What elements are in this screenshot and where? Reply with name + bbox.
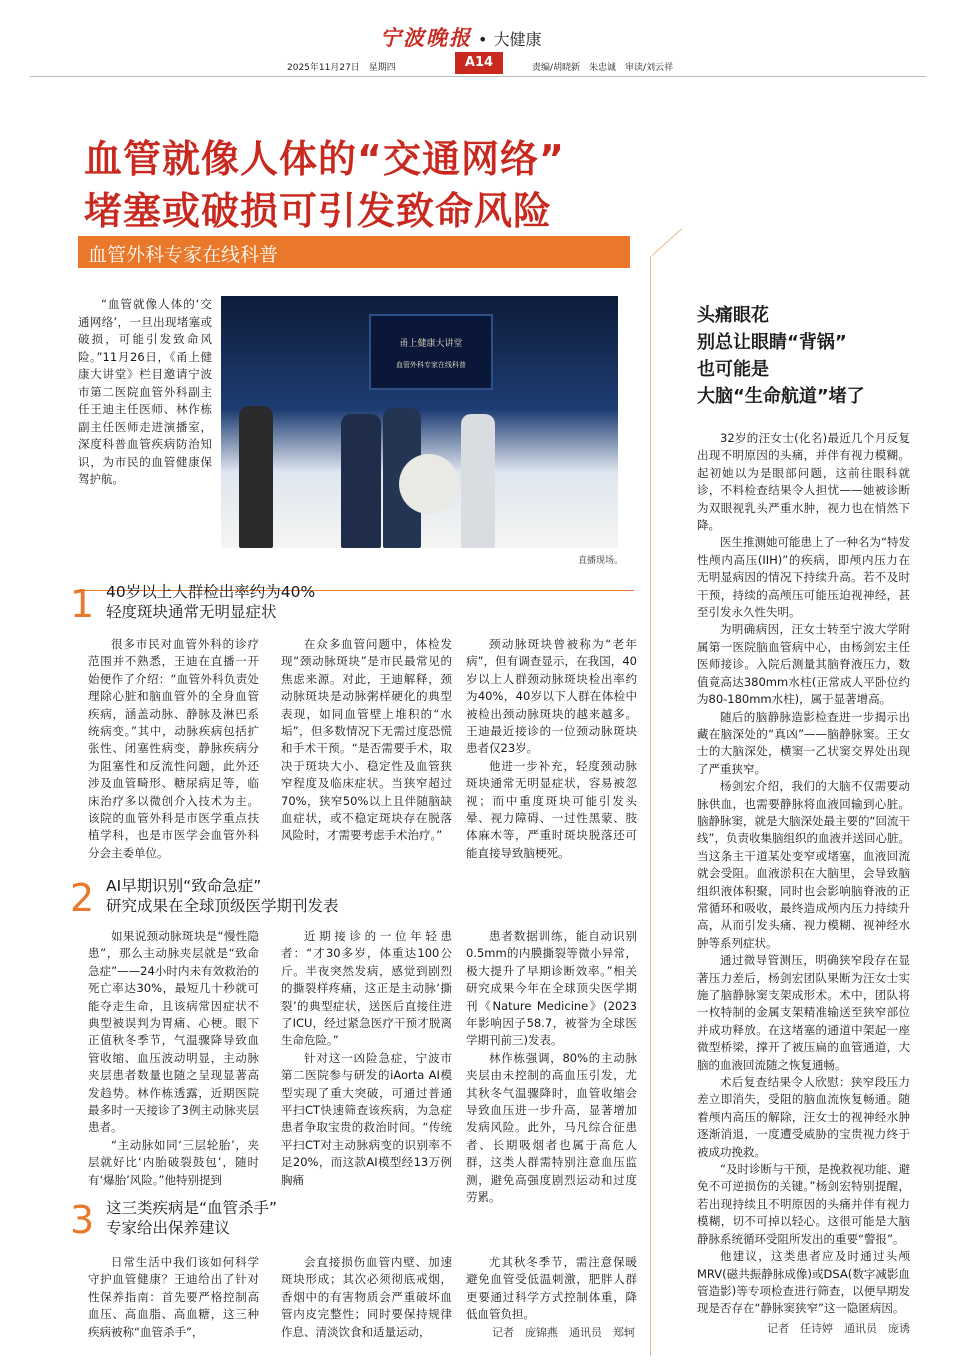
side-title-line2: 别总让眼睛“背锅” (697, 332, 847, 353)
s3c1-p: 日常生活中我们该如何科学守护血管健康？王迪给出了针对性保养指南：首先要严格控制高血压、高血脂、高血糖，这三种疾病被称“血管杀手”， (88, 1255, 259, 1339)
camera-shape (239, 406, 273, 548)
side-paragraph: 32岁的汪女士(化名)最近几个月反复出现不明原因的头痛，并伴有视力模糊。起初她以为是眼部问题，这前往眼科就诊，不料检查结果令人担忧——她被诊断为双眼视乳头严重水肿，视力也在悄然下降。 (697, 431, 910, 533)
column-paragraph: 近期接诊的一位年轻患者：“才30多岁，体重达100公斤。半夜突然发病，感觉到剧烈的撕裂样疼痛，这正是主动脉‘撕裂’的典型症状，送医后直接住进了ICU，经过紧急医疗干预才脱离生命危险。” (281, 929, 452, 1048)
section-3-col2 (281, 1254, 452, 1341)
section-3-col1 (88, 1254, 259, 1341)
side-paragraph: 为明确病因，汪女士转至宁波大学附属第一医院脑血管病中心，由杨剑宏主任医师接诊。入院后测量其脑脊液压力，数值竟高达380mm水柱(正常成人平卧位约为80-180mm水柱)，属于显著增高。 (697, 622, 910, 707)
host-figure (461, 414, 495, 548)
side-byline: 记者 任诗婷 通讯员 庞诱 (767, 1321, 910, 1335)
s3c2-p: 会直接损伤血管内壁、加速斑块形成；其次必须彻底戒烟，香烟中的有害物质会严重破坏血管内皮完整性；同时要保持规律作息、清淡饮食和适量运动， (281, 1255, 452, 1339)
studio-photo (221, 296, 618, 548)
side-paragraph: 术后复查结果令人欣慰：狭窄段压力差立即消失，受阻的脑血流恢复畅通。随着颅内高压的解除，汪女士的视神经水肿逐渐消退，一度遭受威胁的宝贵视力终于被成功挽救。 (697, 1075, 910, 1159)
side-paragraph: 随后的脑静脉造影检查进一步揭示出藏在脑深处的“真凶”——脑静脉窦。王女士的大脑深处，横窦一乙状窦交界处出现了严重狭窄。 (697, 709, 910, 776)
side-title-line1: 头痛眼花 (697, 305, 769, 326)
header-rule (30, 76, 926, 77)
section-2-number: 2 (70, 876, 95, 920)
page-number: A14 (455, 52, 503, 74)
column-paragraph: 林作栋强调，80%的主动脉夹层由未控制的高血压引发，尤其秋冬气温骤降时，血管收缩会导致血压进一步升高，显著增加发病风险。此外，马凡综合征患者、长期吸烟者也属于高危人群，这类人群需特别注意血压监测，避免高强度剧烈运动和过度劳累。 (466, 1050, 637, 1205)
column-paragraph: 患者数据训练，能自动识别0.5mm的内膜撕裂等微小异常，极大提升了早期诊断效率。”相关研究成果今年在全球顶尖医学期刊《Nature Medicine》(2023年影响因子58.7，被誉为全球医学期刊前三)发表。 (466, 929, 637, 1048)
right-column-corner (652, 228, 682, 256)
subtitle-bar (78, 236, 630, 268)
section-2-subtitle: 研究成果在全球顶级医学期刊发表 (106, 897, 339, 915)
s3c3-p: 尤其秋冬季节，需注意保暖避免血管受低温刺激，肥胖人群更要通过科学方式控制体重，降低血管负担。 (466, 1255, 637, 1322)
headline-line2: 堵塞或破损可引发致命风险 (84, 189, 553, 233)
photo-caption: 直播现场。 (578, 556, 624, 566)
studio-screen (369, 314, 493, 390)
side-paragraph: 杨剑宏介绍，我们的大脑不仅需要动脉供血，也需要静脉将血液回输到心脏。脑静脉窦，就是大脑深处最主要的“回流干线”，负责收集脑组织的血液并送回心脏。当这条主干道某处变窄或堵塞，血液回流就会受阻。血液淤积在大脑里，会导致脑组织液体积聚，同时也会影响脑脊液的正常循环和吸收，最终造成颅内压力持续升高，从而引发头痛、视力模糊、视神经水肿等系列症状。 (697, 779, 910, 950)
section-2-title: AI早期识别“致命急症” (106, 877, 262, 895)
s1c2-p: 在众多血管问题中，体检发现“颈动脉斑块”是市民最常见的焦虑来源。对此，王迪解释，颈动脉斑块是动脉粥样硬化的典型表现，如同血管壁上堆积的“水垢”，但多数情况下无需过度恐慌和手术干预。“是否需要手术，取决于斑块大小、稳定性及血管狭窄程度及临床症状。当狭窄超过70%，狭窄50%以上且伴随脑缺血症状，或不稳定斑块存在脱落风险时，才需要考虑手术治疗。” (281, 637, 452, 843)
section-2-col2 (281, 928, 452, 1189)
section-1-col1 (88, 636, 259, 862)
masthead (380, 22, 680, 56)
round-table (399, 454, 459, 514)
section-3-title: 这三类疾病是“血管杀手” (106, 1199, 278, 1217)
right-column-divider (650, 256, 651, 1356)
dateline: 2025年11月27日 星期四 (287, 63, 396, 73)
section-2-col1 (88, 928, 259, 1189)
separator-dot: • (478, 30, 488, 49)
side-paragraph: 他建议，这类患者应及时通过头颅MRV(磁共振静脉成像)或DSA(数字减影血管造影)等专项检查进行筛查，以便早期发现是否存在“静脉窦狭窄”这一隐匿病因。 (697, 1249, 910, 1316)
newspaper-brand: 宁波晚报 (380, 25, 472, 50)
column-paragraph: 他进一步补充，轻度颈动脉斑块通常无明显症状，容易被忽视；而中重度斑块可能引发头晕、视力障碍、一过性黑蒙、肢体麻木等，严重时斑块脱落还可能直接导致脑梗死。 (466, 758, 637, 860)
side-paragraph: 医生推测她可能患上了一种名为“特发性颅内高压(IIH)”的疾病，即颅内压力在无明显病因的情况下持续升高。若不及时干预，持续的高颅压可能压迫视神经，甚至引发永久性失明。 (697, 535, 910, 620)
column-paragraph: “主动脉如同‘三层轮胎’，夹层就好比‘内胎破裂鼓包’，随时有‘爆胎’风险。”他特别提到 (88, 1137, 259, 1187)
screen-subtitle: 血管外科专家在线科普 (396, 361, 466, 369)
side-title-line3: 也可能是 (697, 359, 769, 380)
side-paragraph: 通过微导管测压，明确狭窄段存在显著压力差后，杨剑宏团队果断为汪女士实施了脑静脉窦支架成形术。术中，团队将一枚特制的金属支架精准输送至狭窄部位并成功释放。在这堵塞的通道中架起一座微型桥梁，撑开了被压扁的血管通道，大脑的血液回流随之恢复通畅。 (697, 953, 910, 1072)
section-3-col3 (466, 1254, 637, 1324)
intro-text (78, 296, 212, 489)
section-1-subtitle: 轻度斑块通常无明显症状 (106, 603, 277, 621)
s1c1-p: 很多市民对血管外科的诊疗范围并不熟悉，王迪在直播一开始便作了介绍：“血管外科负责处理除心脏和脑血管外的全身血管疾病，涵盖动脉、静脉及淋巴系统病变。”其中，动脉疾病包括扩张性、闭塞性病变，静脉疾病分为阻塞性和反流性问题，此外还涉及血管畸形、糖尿病足等，临床治疗多以微创介入技术为主。该院的血管外科是市医学重点扶植学科，也是市医学会血管外科分会主委单位。 (88, 637, 259, 860)
section-3-number: 3 (70, 1198, 95, 1242)
section-3-byline: 记者 庞锦燕 通讯员 郑轲 (492, 1326, 635, 1339)
subtitle: 血管外科专家在线科普 (88, 244, 279, 266)
guest-figure-1 (341, 414, 381, 548)
section-2-col3 (466, 928, 637, 1207)
section-name: 大健康 (493, 30, 542, 49)
section-1-title: 40岁以上人群检出率约为40% (106, 583, 316, 601)
section-1-col2 (281, 636, 452, 845)
side-article-title (697, 302, 865, 410)
intro-paragraph: “血管就像人体的‘交通网络’，一旦出现堵塞或破损，可能引发致命风险。”11月26日，《甬上健康大讲堂》栏目邀请宁波市第二医院血管外科副主任王迪主任医师、林作栋副主任医师走进演播室，深度科普血管疾病防治知识，为市民的血管健康保驾护航。 (78, 297, 212, 486)
section-1-col3 (466, 636, 637, 862)
side-title-line4: 大脑“生命航道”堵了 (697, 386, 865, 407)
side-paragraph: “及时诊断与干预，是挽救视功能、避免不可逆损伤的关键。”杨剑宏特别提醒，若出现持续且不明原因的头痛并伴有视力模糊，切不可掉以轻心。这很可能是大脑静脉系统循环受阻所发出的重要“警报”。 (697, 1162, 910, 1246)
editors-credit: 责编/胡晓新 朱忠诚 审读/刘云祥 (532, 63, 674, 73)
column-paragraph: 颈动脉斑块曾被称为“老年病”，但有调查显示，在我国，40岁以上人群颈动脉斑块检出率约为40%，40岁以下人群在体检中被检出颈动脉斑块的越来越多。王迪最近接诊的一位颈动脉斑块患者仅23岁。 (466, 637, 637, 756)
section-1-number: 1 (70, 582, 95, 626)
side-article-body (697, 430, 910, 1337)
column-paragraph: 针对这一凶险急症，宁波市第二医院参与研发的iAorta AI模型实现了重大突破，可通过普通平扫CT快速筛查该疾病，为急症患者争取宝贵的救治时间。“传统平扫CT对主动脉病变的识别率不足20%，而这款AI模型经13万例胸痛 (281, 1050, 452, 1187)
screen-title: 甬上健康大讲堂 (399, 339, 463, 349)
section-3-subtitle: 专家给出保养建议 (106, 1219, 231, 1237)
column-paragraph: 如果说颈动脉斑块是“慢性隐患”，那么主动脉夹层就是“致命急症”——24小时内未有效救治的死亡率达30%，最短几十秒就可能夺走生命，且该病常因症状不典型被误判为胃痛、心梗。眼下正值秋冬季节，气温骤降导致血管收缩、血压波动明显，主动脉夹层患者数量也随之呈现显著高发趋势。林作栋透露，近期医院最多时一天接诊了3例主动脉夹层患者。 (88, 929, 259, 1135)
headline-line1: 血管就像人体的“交通网络” (84, 137, 565, 181)
